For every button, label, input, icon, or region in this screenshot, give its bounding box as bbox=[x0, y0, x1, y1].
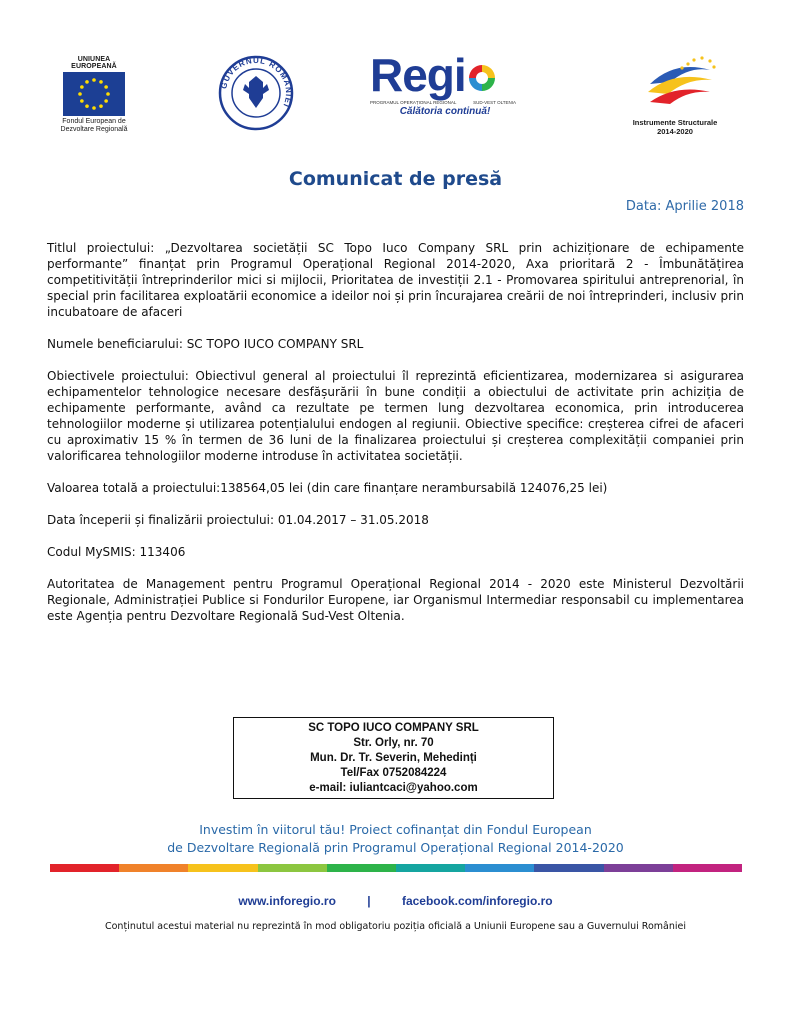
contact-phone: Tel/Fax 0752084224 bbox=[340, 767, 447, 779]
footer-slogan-line-2: de Dezvoltare Regională prin Programul Operațional Regional 2014-2020 bbox=[167, 840, 624, 855]
contact-city: Mun. Dr. Tr. Severin, Mehedinți bbox=[310, 752, 477, 764]
contact-email: e-mail: iuliantcaci@yahoo.com bbox=[309, 782, 478, 794]
color-stripe bbox=[50, 864, 742, 872]
stripe-segment bbox=[188, 864, 257, 872]
instrumente-structurale-title: Instrumente Structurale bbox=[632, 118, 718, 127]
link-separator: | bbox=[367, 894, 371, 908]
project-dates-paragraph: Data începerii și finalizării proiectului: 01.04.2017 – 31.05.2018 bbox=[47, 513, 429, 527]
eu-star-icon bbox=[85, 80, 89, 84]
stripe-segment bbox=[258, 864, 327, 872]
contact-box bbox=[233, 717, 554, 799]
regio-wordmark: Regi bbox=[370, 49, 466, 101]
instrumente-structurale-logo bbox=[625, 52, 725, 136]
contact-company: SC TOPO IUCO COMPANY SRL bbox=[308, 722, 479, 734]
stripe-segment bbox=[534, 864, 603, 872]
logo-bar bbox=[0, 49, 791, 162]
contact-street: Str. Orly, nr. 70 bbox=[353, 737, 434, 749]
regio-program-text: PROGRAMUL OPERAȚIONAL REGIONAL bbox=[370, 100, 457, 105]
eu-logo bbox=[58, 56, 130, 134]
eu-star-icon bbox=[78, 92, 82, 96]
government-seal-icon bbox=[217, 54, 295, 132]
eu-flag-icon bbox=[63, 72, 125, 116]
managing-authority-paragraph: Autoritatea de Management pentru Programul Operațional Regional 2014 - 2020 este Ministerul Dezvoltării Regionale, Administrației Publice si Fondurilor Europene, iar Organismul Intermediar responsabil cu implementarea este Agenția pentru Dezvoltare Regională Sud-Vest Oltenia. bbox=[47, 577, 744, 623]
seal-text: GUVERNUL ROMÂNIEI bbox=[219, 55, 294, 110]
eu-star-icon bbox=[104, 85, 108, 89]
project-title-paragraph: Titlul proiectului: „Dezvoltarea societății SC Topo Iuco Company SRL prin achiziționare de echipamente performante” finanțat prin Programul Operațional Regional 2014-2020, Axa prioritară 2 - Îmbunătățirea competitivității întreprinderilor mici si mijlocii, Prioritatea de investiții 2.1 - Promovarea spiritului antreprenorial, în special prin facilitarea exploatării economice a ideilor noi și prin încurajarea creării de noi întreprinderi, inclusiv prin incubatoare de afaceri bbox=[47, 241, 744, 319]
instrumente-structurale-years: 2014-2020 bbox=[657, 127, 693, 136]
project-value-paragraph: Valoarea totală a proiectului:138564,05 lei (din care finanțare nerambursabilă 124076,25 lei) bbox=[47, 481, 608, 495]
footer-links bbox=[0, 894, 791, 908]
footer-slogan-line-1: Investim în viitorul tău! Proiect cofinanțat din Fondul European bbox=[199, 822, 592, 837]
eu-star-icon bbox=[92, 106, 96, 110]
eu-star-icon bbox=[99, 80, 103, 84]
stripe-segment bbox=[327, 864, 396, 872]
stripe-segment bbox=[50, 864, 119, 872]
eu-star-icon bbox=[80, 85, 84, 89]
regio-o-icon bbox=[467, 63, 497, 93]
footer-slogan bbox=[0, 821, 791, 857]
eu-logo-title: UNIUNEA EUROPEANĂ bbox=[71, 56, 117, 70]
eu-star-icon bbox=[80, 99, 84, 103]
instrumente-structurale-icon bbox=[630, 52, 720, 114]
eu-star-icon bbox=[106, 92, 110, 96]
eu-star-icon bbox=[85, 104, 89, 108]
disclaimer-text: Conținutul acestui material nu reprezintă în mod obligatoriu poziția oficială a Uniunii Europene sau a Guvernului României bbox=[104, 921, 686, 932]
facebook-link[interactable]: facebook.com/inforegio.ro bbox=[401, 894, 553, 908]
eu-logo-subtitle-2: Dezvoltare Regională bbox=[60, 126, 128, 133]
page-title: Comunicat de presă bbox=[288, 168, 503, 190]
stripe-segment bbox=[604, 864, 673, 872]
stripe-segment bbox=[465, 864, 534, 872]
objectives-paragraph: Obiectivele proiectului: Obiectivul general al proiectului îl reprezintă eficientizarea, modernizarea si asigurarea echipamentelor tehnologice necesare desfășurării în bune condiții a obiectului de activitate prin achiziția de echipamente performante, având ca rezultate pe termen lung dezvoltarea economica, prin introducerea tehnologiilor moderne și utilizarea potențialului endogen al regiunii. Obiective specifice: creșterea cifrei de afaceri cu aproximativ 15 % în termen de 36 luni de la finalizarea proiectului și creșterea complexității companiei prin valorificarea tehnologiilor moderne introduse în activitatea societății. bbox=[47, 369, 744, 463]
press-date: Data: Aprilie 2018 bbox=[625, 199, 744, 214]
press-release-body bbox=[47, 240, 744, 640]
website-link[interactable]: www.inforegio.ro bbox=[238, 894, 336, 908]
eu-logo-subtitle-1: Fondul European de bbox=[62, 118, 126, 125]
beneficiary-paragraph: Numele beneficiarului: SC TOPO IUCO COMPANY SRL bbox=[47, 337, 364, 351]
mysmis-code-paragraph: Codul MySMIS: 113406 bbox=[47, 545, 186, 559]
regio-region-text: SUD-VEST OLTENIA bbox=[473, 100, 516, 105]
regio-tagline: Călătoria continuă! bbox=[399, 106, 491, 117]
regio-logo bbox=[370, 49, 520, 117]
stripe-segment bbox=[396, 864, 465, 872]
eu-star-icon bbox=[92, 78, 96, 82]
stripe-segment bbox=[673, 864, 742, 872]
guvernul-romaniei-seal bbox=[217, 54, 295, 132]
eu-star-icon bbox=[99, 104, 103, 108]
stripe-segment bbox=[119, 864, 188, 872]
eu-star-icon bbox=[104, 99, 108, 103]
